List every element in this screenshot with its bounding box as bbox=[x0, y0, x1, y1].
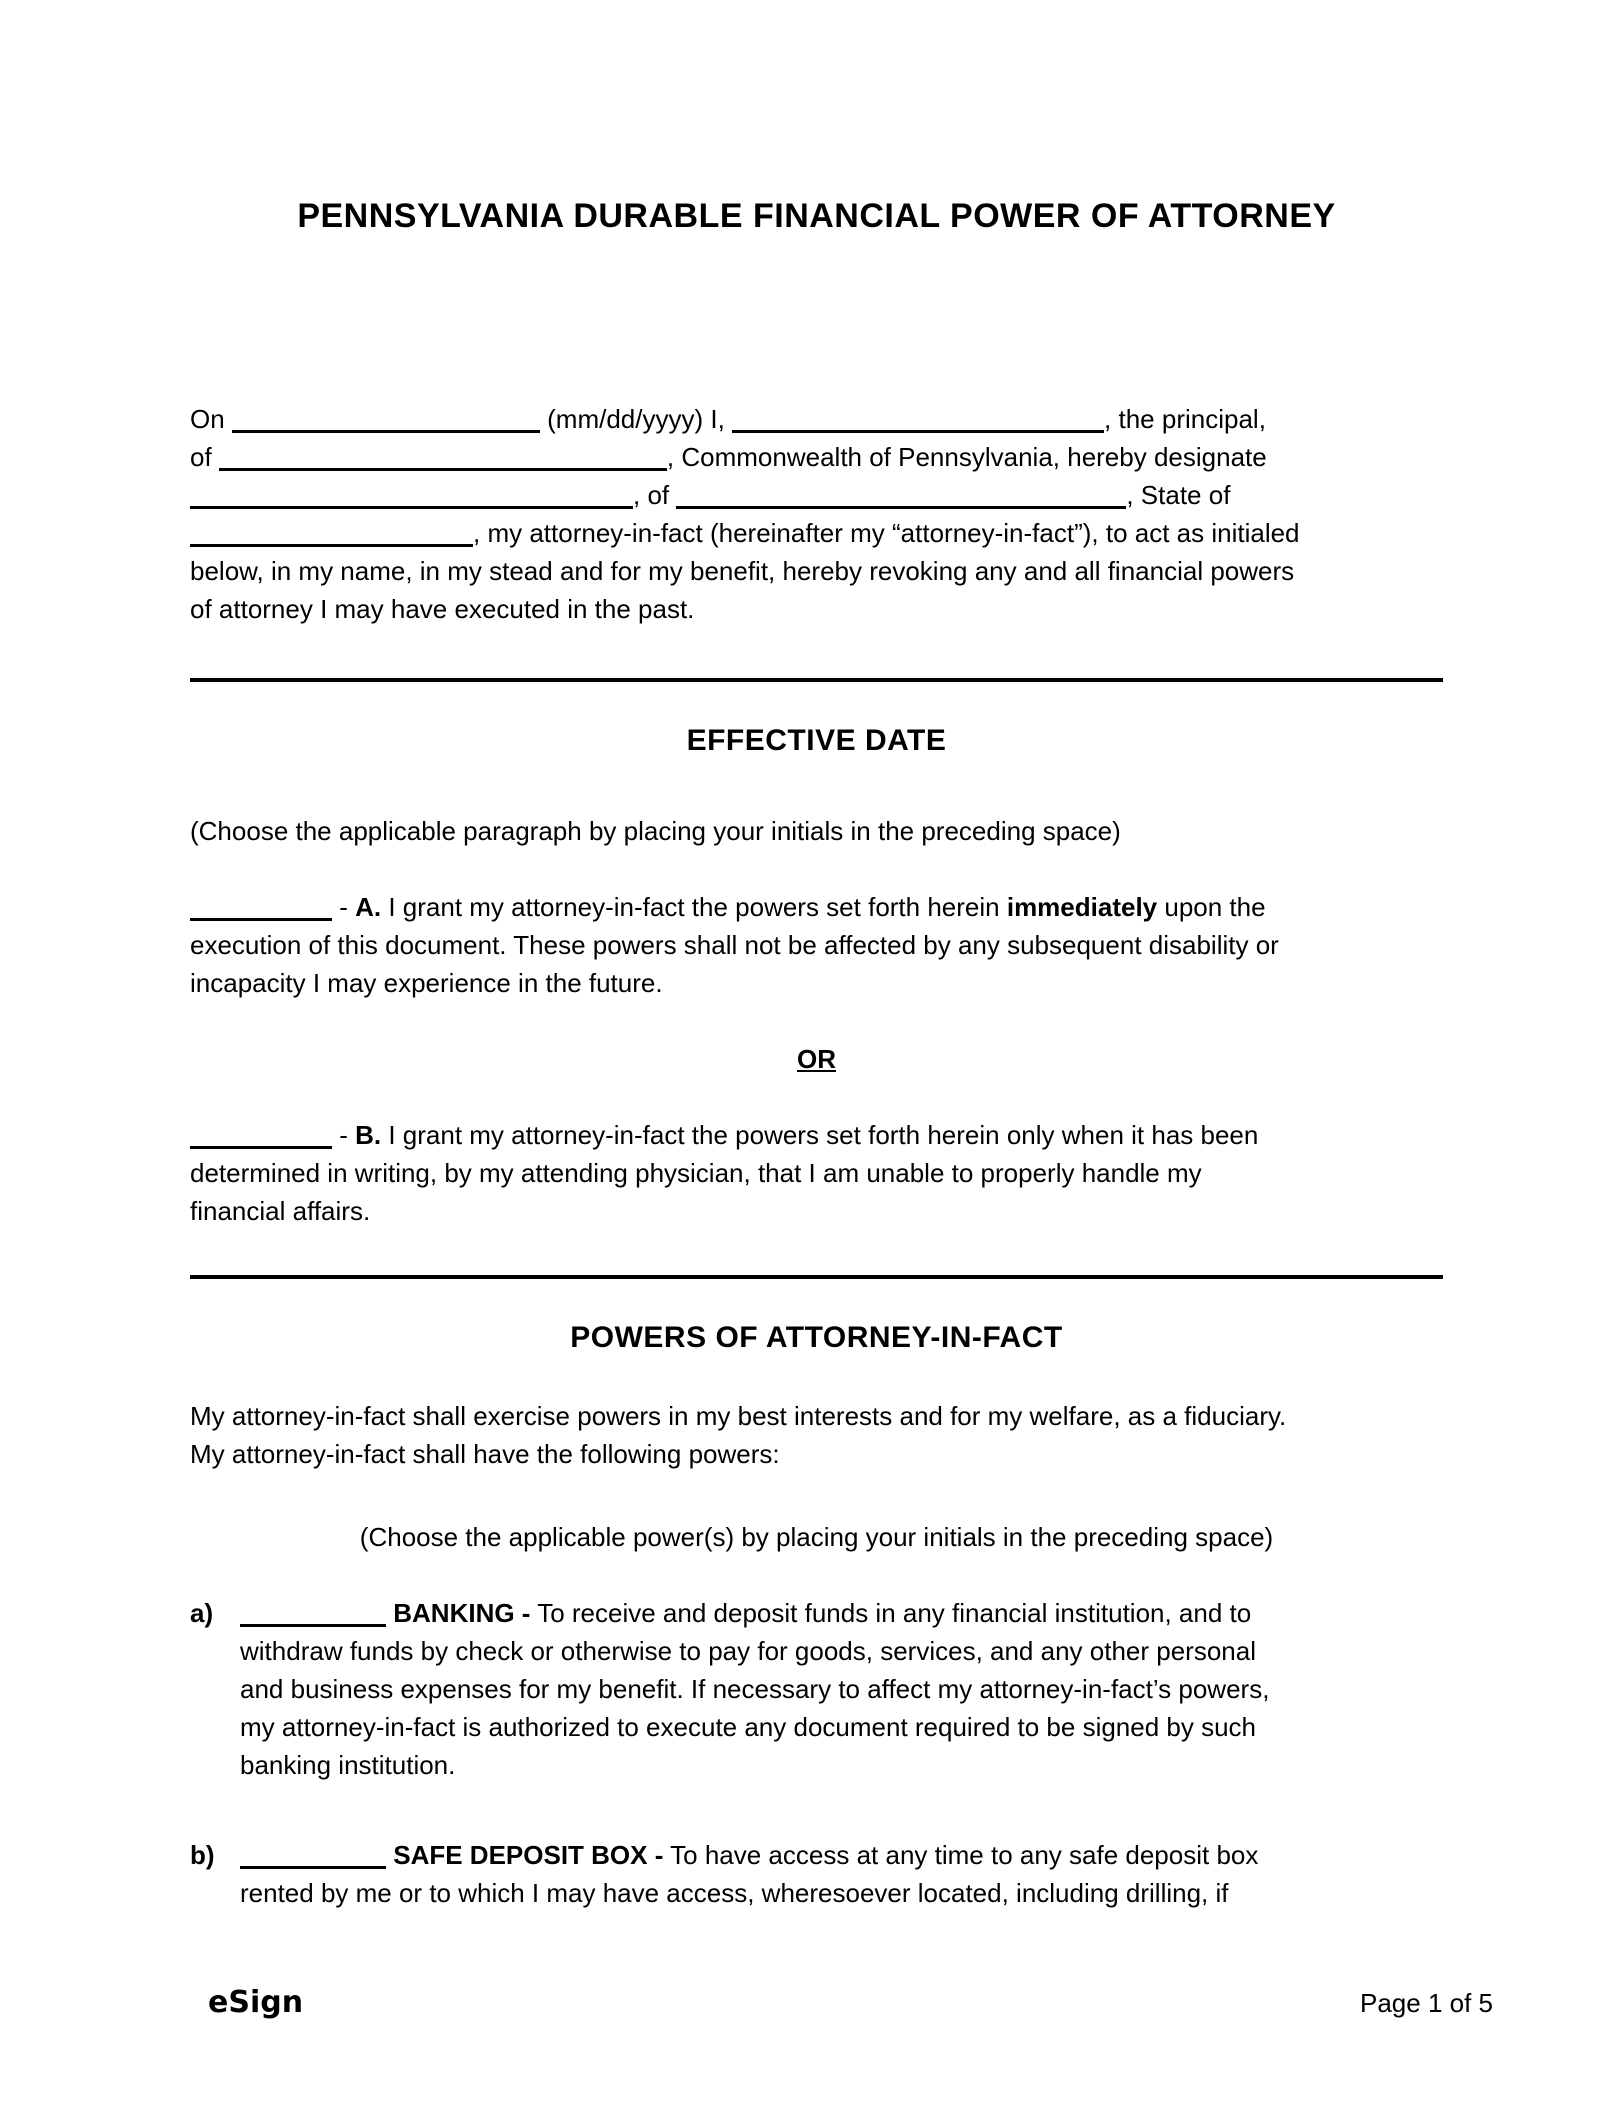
text-line bbox=[190, 1154, 1443, 1192]
blank-field bbox=[190, 898, 332, 921]
item-a-content bbox=[240, 1594, 1443, 1784]
document-title: PENNSYLVANIA DURABLE FINANCIAL POWER OF ATTORNEY bbox=[297, 197, 1336, 235]
power-item-safe-deposit-box bbox=[190, 1836, 1443, 1912]
blank-field bbox=[190, 486, 633, 509]
item-label-b: b) bbox=[190, 1840, 215, 1870]
power-item-banking bbox=[190, 1594, 1443, 1784]
blank-field bbox=[240, 1604, 386, 1627]
text-segment: below, in my name, in my stead and for my benefit, hereby revoking any and all financial powers bbox=[190, 556, 1295, 586]
text-segment: my attorney-in-fact is authorized to execute any document required to be signed by such bbox=[240, 1712, 1257, 1742]
esign-logo: eSign bbox=[208, 1985, 304, 2020]
text-segment: On bbox=[190, 404, 232, 434]
text-segment: and business expenses for my benefit. If necessary to affect my attorney-in-fact’s powers, bbox=[240, 1674, 1270, 1704]
text-line bbox=[240, 1632, 1443, 1670]
text-line bbox=[190, 1435, 1443, 1473]
effective-date-heading: EFFECTIVE DATE bbox=[686, 724, 947, 757]
text-line bbox=[190, 590, 1443, 628]
blank-field bbox=[240, 1846, 386, 1869]
text-segment: financial affairs. bbox=[190, 1196, 371, 1226]
text-line bbox=[190, 476, 1443, 514]
text-segment: I grant my attorney-in-fact the powers set forth herein only when it has been bbox=[381, 1120, 1259, 1150]
bold-text: SAFE DEPOSIT BOX - bbox=[393, 1840, 664, 1870]
or-label-text: OR bbox=[797, 1044, 836, 1074]
powers-heading: POWERS OF ATTORNEY-IN-FACT bbox=[570, 1321, 1063, 1354]
or-label bbox=[190, 1040, 1443, 1078]
text-segment: - bbox=[332, 1120, 356, 1150]
text-segment: To have access at any time to any safe deposit box bbox=[663, 1840, 1259, 1870]
blank-field bbox=[219, 448, 667, 471]
text-line bbox=[240, 1746, 1443, 1784]
text-line bbox=[190, 1116, 1443, 1154]
text-segment: execution of this document. These powers shall not be affected by any subsequent disability or bbox=[190, 930, 1279, 960]
bold-text: A. bbox=[355, 892, 382, 922]
text-segment: withdraw funds by check or otherwise to pay for goods, services, and any other personal bbox=[240, 1636, 1256, 1666]
text-line bbox=[240, 1670, 1443, 1708]
bold-text: BANKING - bbox=[393, 1598, 531, 1628]
text-line bbox=[190, 552, 1443, 590]
text-segment: , the principal, bbox=[1104, 404, 1266, 434]
item-b-content bbox=[240, 1836, 1443, 1912]
text-line bbox=[190, 514, 1443, 552]
text-segment: rented by me or to which I may have access, wheresoever located, including drilling, if bbox=[240, 1878, 1229, 1908]
text-line bbox=[190, 926, 1443, 964]
text-segment: banking institution. bbox=[240, 1750, 456, 1780]
text-segment: incapacity I may experience in the future. bbox=[190, 968, 663, 998]
text-segment: , State of bbox=[1126, 480, 1231, 510]
text-segment: I grant my attorney-in-fact the powers set forth herein bbox=[381, 892, 1007, 922]
text-segment: To receive and deposit funds in any financial institution, and to bbox=[530, 1598, 1252, 1628]
blank-field bbox=[190, 524, 473, 547]
powers-intro-paragraph bbox=[190, 1397, 1443, 1473]
text-segment: , of bbox=[633, 480, 677, 510]
page-footer bbox=[208, 1985, 1493, 2020]
text-line bbox=[240, 1836, 1443, 1874]
text-segment: upon the bbox=[1157, 892, 1266, 922]
bold-text: B. bbox=[355, 1120, 382, 1150]
text-line bbox=[190, 888, 1443, 926]
section-divider bbox=[190, 678, 1443, 682]
text-segment: of bbox=[190, 442, 219, 472]
text-line bbox=[240, 1594, 1443, 1632]
text-line bbox=[190, 438, 1443, 476]
paragraph-b bbox=[190, 1116, 1443, 1230]
text-segment: , Commonwealth of Pennsylvania, hereby designate bbox=[666, 442, 1267, 472]
text-segment: (mm/dd/yyyy) I, bbox=[539, 404, 733, 434]
text-line bbox=[190, 400, 1443, 438]
intro-paragraph bbox=[190, 400, 1443, 628]
blank-field bbox=[676, 486, 1126, 509]
text-segment: My attorney-in-fact shall exercise powers in my best interests and for my welfare, as a fiduciary. bbox=[190, 1401, 1287, 1431]
text-line bbox=[190, 1192, 1443, 1230]
text-line bbox=[240, 1874, 1443, 1912]
text-line bbox=[240, 1708, 1443, 1746]
text-segment: , my attorney-in-fact (hereinafter my “attorney-in-fact”), to act as initialed bbox=[473, 518, 1300, 548]
text-segment: My attorney-in-fact shall have the following powers: bbox=[190, 1439, 780, 1469]
effective-date-instruction: (Choose the applicable paragraph by placing your initials in the preceding space) bbox=[190, 816, 1121, 846]
text-segment: - bbox=[332, 892, 356, 922]
section-divider bbox=[190, 1275, 1443, 1279]
powers-instruction: (Choose the applicable power(s) by placing your initials in the preceding space) bbox=[359, 1522, 1274, 1552]
bold-text: immediately bbox=[1006, 892, 1158, 922]
item-label-a: a) bbox=[190, 1598, 214, 1628]
blank-field bbox=[732, 410, 1104, 433]
text-segment: determined in writing, by my attending physician, that I am unable to properly handle my bbox=[190, 1158, 1202, 1188]
text-line bbox=[190, 964, 1443, 1002]
blank-field bbox=[232, 410, 540, 433]
text-segment: of attorney I may have executed in the past. bbox=[190, 594, 695, 624]
page-number: Page 1 of 5 bbox=[1360, 1988, 1493, 2018]
text-line bbox=[190, 1397, 1443, 1435]
blank-field bbox=[190, 1126, 332, 1149]
paragraph-a bbox=[190, 888, 1443, 1002]
